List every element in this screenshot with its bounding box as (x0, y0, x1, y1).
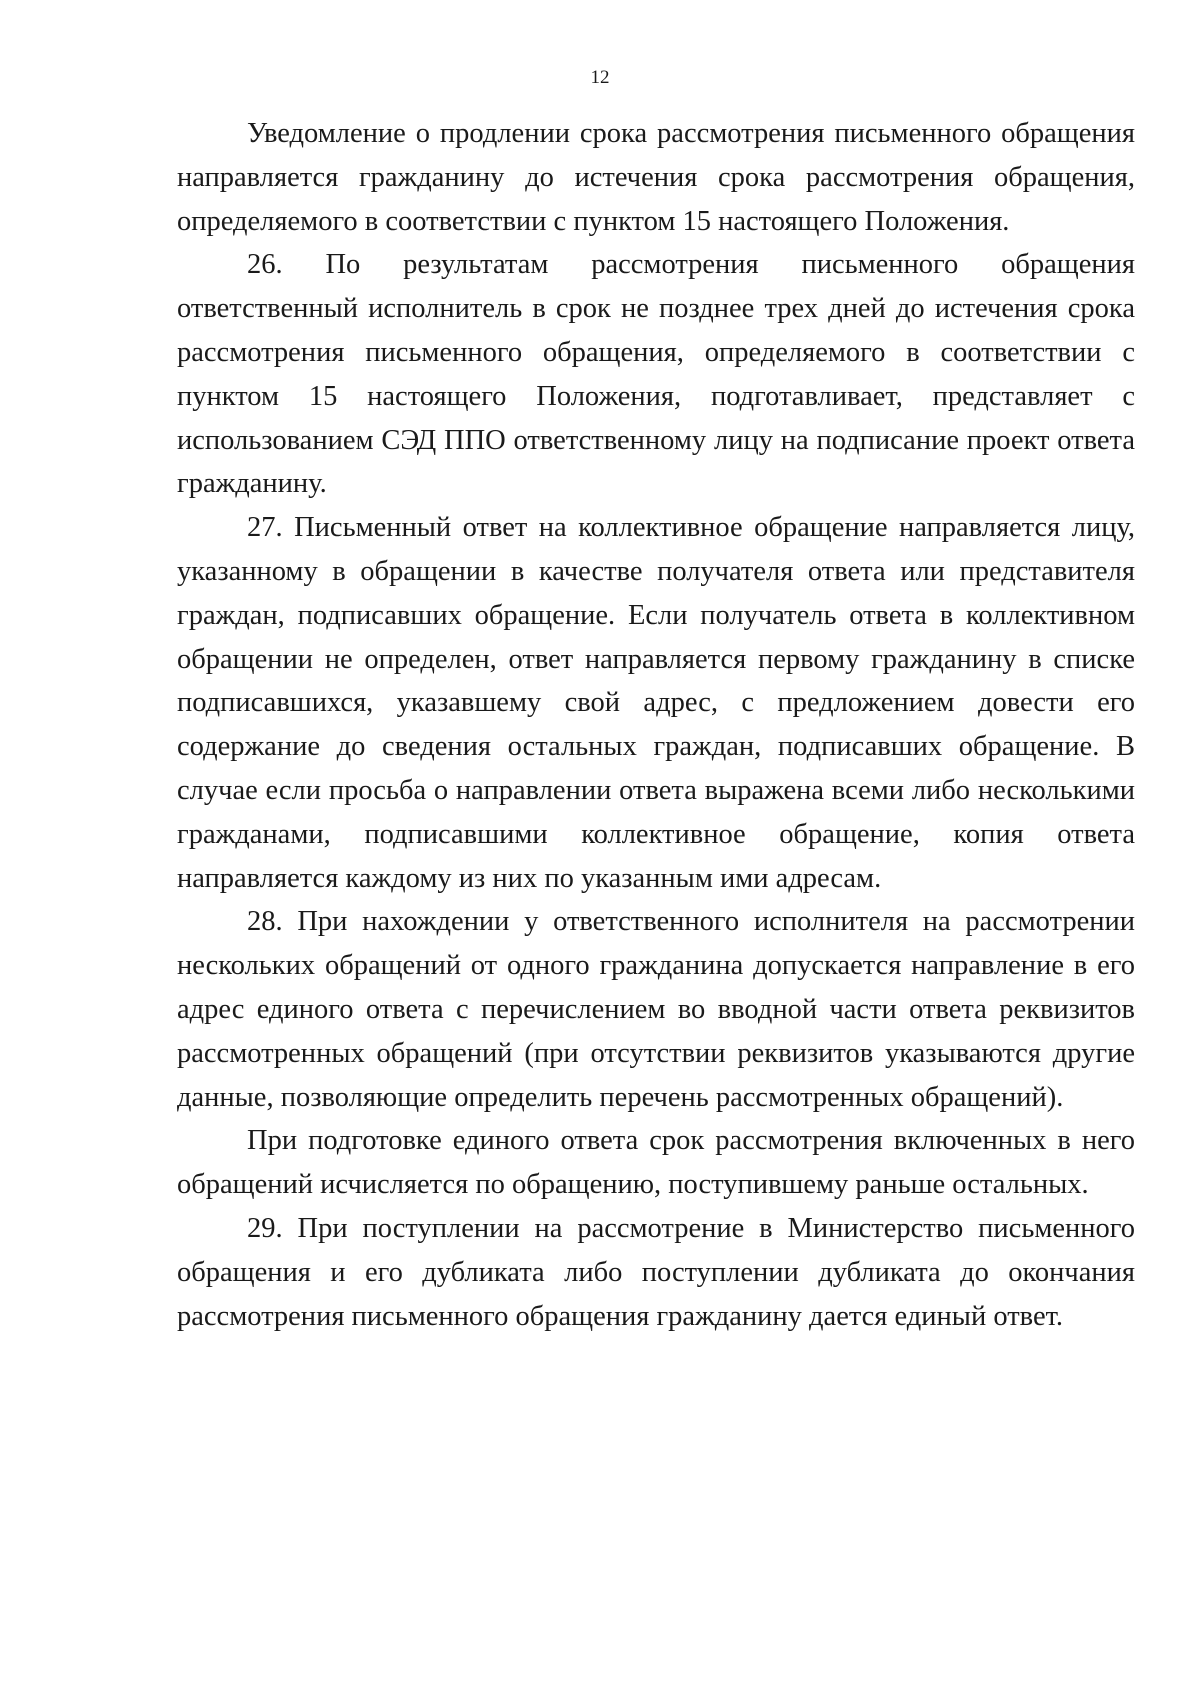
paragraph-extension-notice: Уведомление о продлении срока рассмотрения письменного обращения направляется гражданину до истечения срока рассмотрения обращения, определяемого в соответствии с пунктом 15 настоящего Положения. (177, 118, 1135, 237)
paragraph-28: 28. При нахождении у ответственного исполнителя на рассмотрении нескольких обращений от одного гражданина допускается направление в его адрес единого ответа с перечислением во вводной части ответа реквизитов рассмотренных обращений (при отсутствии реквизитов указываются другие данные, позволяющие определить перечень рассмотренных обращений). (177, 906, 1135, 1113)
paragraph-29: 29. При поступлении на рассмотрение в Министерство письменного обращения и его дубликата либо поступлении дубликата до окончания рассмотрения письменного обращения гражданину дается единый ответ. (177, 1212, 1135, 1332)
paragraph-26: 26. По результатам рассмотрения письменного обращения ответственный исполнитель в срок не позднее трех дней до истечения срока рассмотрения письменного обращения, определяемого в соответствии с пунктом 15 настоящего Положения, подготавливает, представляет с использованием СЭД ППО ответственному лицу на подписание проект ответа гражданину. (177, 249, 1135, 500)
paragraph-27: 27. Письменный ответ на коллективное обращение направляется лицу, указанному в обращении в качестве получателя ответа или представителя граждан, подписавших обращение. Если получатель ответа в коллективном обращении не определен, ответ направляется первому гражданину в списке подписавшихся, указавшему свой адрес, с предложением довести его содержание до сведения остальных граждан, подписавших обращение. В случае если просьба о направлении ответа выражена всеми либо несколькими гражданами, подписавшими коллективное обращение, копия ответа направляется каждому из них по указанным ими адресам. (177, 512, 1135, 894)
document-body (177, 112, 1135, 1338)
paragraph-single-answer-term: При подготовке единого ответа срок рассмотрения включенных в него обращений исчисляется по обращению, поступившему раньше остальных. (177, 1125, 1135, 1201)
page-number: 12 (590, 67, 610, 88)
